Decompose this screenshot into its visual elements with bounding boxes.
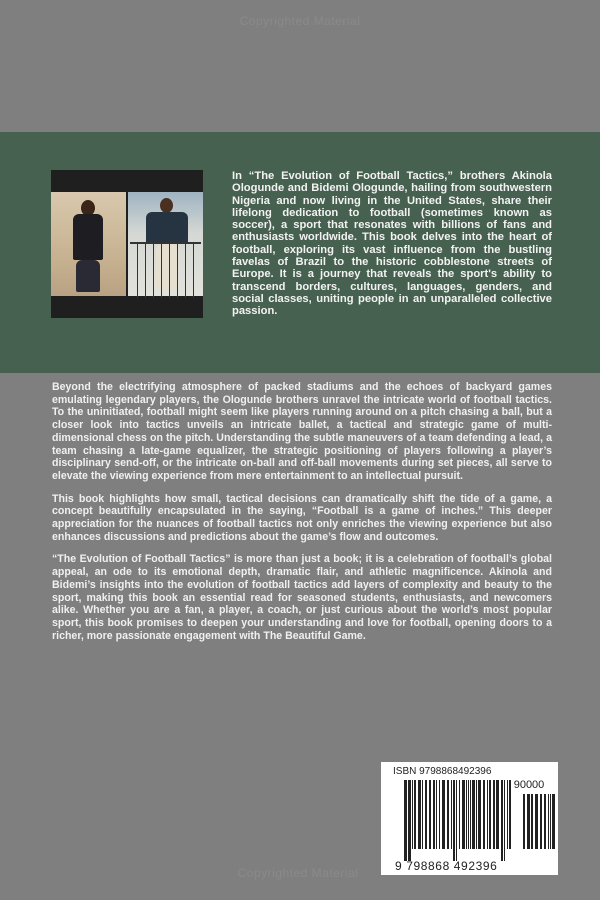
barcode-bar	[552, 794, 555, 849]
barcode-bar	[425, 780, 427, 849]
barcode-bar	[404, 780, 407, 861]
watermark-bottom: Copyrighted Material	[237, 866, 359, 880]
barcode-bar	[501, 780, 503, 861]
barcode-bar	[414, 780, 416, 849]
barcode-bar	[468, 780, 469, 849]
barcode-bar	[462, 780, 465, 849]
barcode-bar	[429, 780, 431, 849]
barcode-bar	[408, 780, 411, 861]
description	[52, 381, 552, 652]
barcode-bars	[404, 780, 512, 861]
barcode-addon-bars	[523, 794, 573, 861]
barcode-bar	[523, 794, 525, 849]
barcode-bar	[550, 794, 551, 849]
barcode-bar	[453, 780, 455, 861]
barcode-bar	[439, 780, 440, 849]
barcode-bar	[418, 780, 421, 849]
barcode-bar	[456, 780, 457, 861]
barcode-bar	[433, 780, 435, 849]
barcode-bar	[540, 794, 542, 849]
barcode-bar	[459, 780, 460, 849]
barcode-bar	[466, 780, 467, 849]
barcode-bar	[412, 780, 413, 849]
barcode-bar	[442, 780, 445, 849]
isbn-barcode	[381, 762, 558, 875]
barcode-bar	[470, 780, 471, 849]
barcode-bar	[451, 780, 452, 849]
barcode-bar	[447, 780, 449, 849]
barcode-bar	[476, 780, 477, 849]
photo-right	[128, 192, 203, 296]
author-photo	[51, 170, 203, 318]
barcode-bar	[527, 794, 530, 849]
isbn-label: ISBN 9798868492396	[393, 766, 492, 777]
barcode-bar	[507, 780, 508, 849]
barcode-bar	[535, 794, 538, 849]
barcode-digits: 9 798868 492396	[395, 859, 498, 873]
paragraph-3: “The Evolution of Football Tactics” is more than just a book; it is a celebration of football’s global appeal, an ode to its emotional depth, dramatic flair, and athletic magnificence. Akinola and Bidemi’s insights into the evolution of football tactics add layers of complexity and beauty to the sport, making this book an essential read for seasoned students, enthusiasts, and newcomers alike. Whether you are a fan, a player, a coach, or just curious about the world’s most popular sport, this book promises to deepen your understanding and love for football, opening doors to a richer, more passionate engagement with The Beautiful Game.	[52, 553, 552, 642]
barcode-bar	[493, 780, 495, 849]
watermark-top: Copyrighted Material	[239, 14, 361, 28]
barcode-bar	[544, 794, 546, 849]
author-intro-text: In “The Evolution of Football Tactics,” brothers Akinola Ologunde and Bidemi Ologunde, hailing from southwestern Nigeria and now living in the United States, share their lifelong dedication to football (sometimes known as soccer), a sport that resonates with billions of fans and enthusiasts worldwide. This book delves into the heart of football, exploring its vast influence from the bustling favelas of Brazil to the historic cobblestone streets of Europe. It is a journey that reveals the sport's ability to transcend borders, cultures, languages, genders, and social classes, uniting people in an unparalleled collective passion.	[232, 170, 552, 318]
barcode-bar	[504, 780, 505, 861]
barcode-bar	[548, 794, 549, 849]
barcode-bar	[509, 780, 511, 849]
paragraph-1: Beyond the electrifying atmosphere of packed stadiums and the echoes of backyard games emulating legendary players, the Ologunde brothers unravel the intricate world of football tactics. To the uninitiated, football might seem like players running around on a pitch chasing a ball, but a closer look into tactics unveils an intricate ballet, a tactical and strategic game of multi-dimensional chess on the pitch. Understanding the subtle maneuvers of a team defending a lead, a team chasing a late-game equalizer, the strategic positioning of players following a player’s disciplinary send-off, or the intricate on-ball and off-ball movements during set pieces, all serve to elevate the viewing experience from mere entertainment to an intellectual pursuit.	[52, 381, 552, 482]
photo-left	[51, 192, 126, 296]
barcode-bar	[436, 780, 437, 849]
paragraph-2: This book highlights how small, tactical decisions can dramatically shift the tide of a game, a concept beautifully encapsulated in the saying, “Football is a game of inches.” This deeper appreciation for the nuances of football tactics not only enriches the viewing experience but also enhances discussions and predictions about the game’s flow and outcomes.	[52, 492, 552, 543]
barcode-bar	[472, 780, 475, 849]
author-band	[0, 132, 600, 373]
barcode-bar	[489, 780, 491, 849]
barcode-bar	[483, 780, 485, 849]
barcode-bar	[478, 780, 481, 849]
price-code: 90000	[513, 779, 545, 791]
barcode-bar	[496, 780, 499, 849]
barcode-bar	[422, 780, 423, 849]
barcode-bar	[487, 780, 488, 849]
barcode-bar	[531, 794, 533, 849]
